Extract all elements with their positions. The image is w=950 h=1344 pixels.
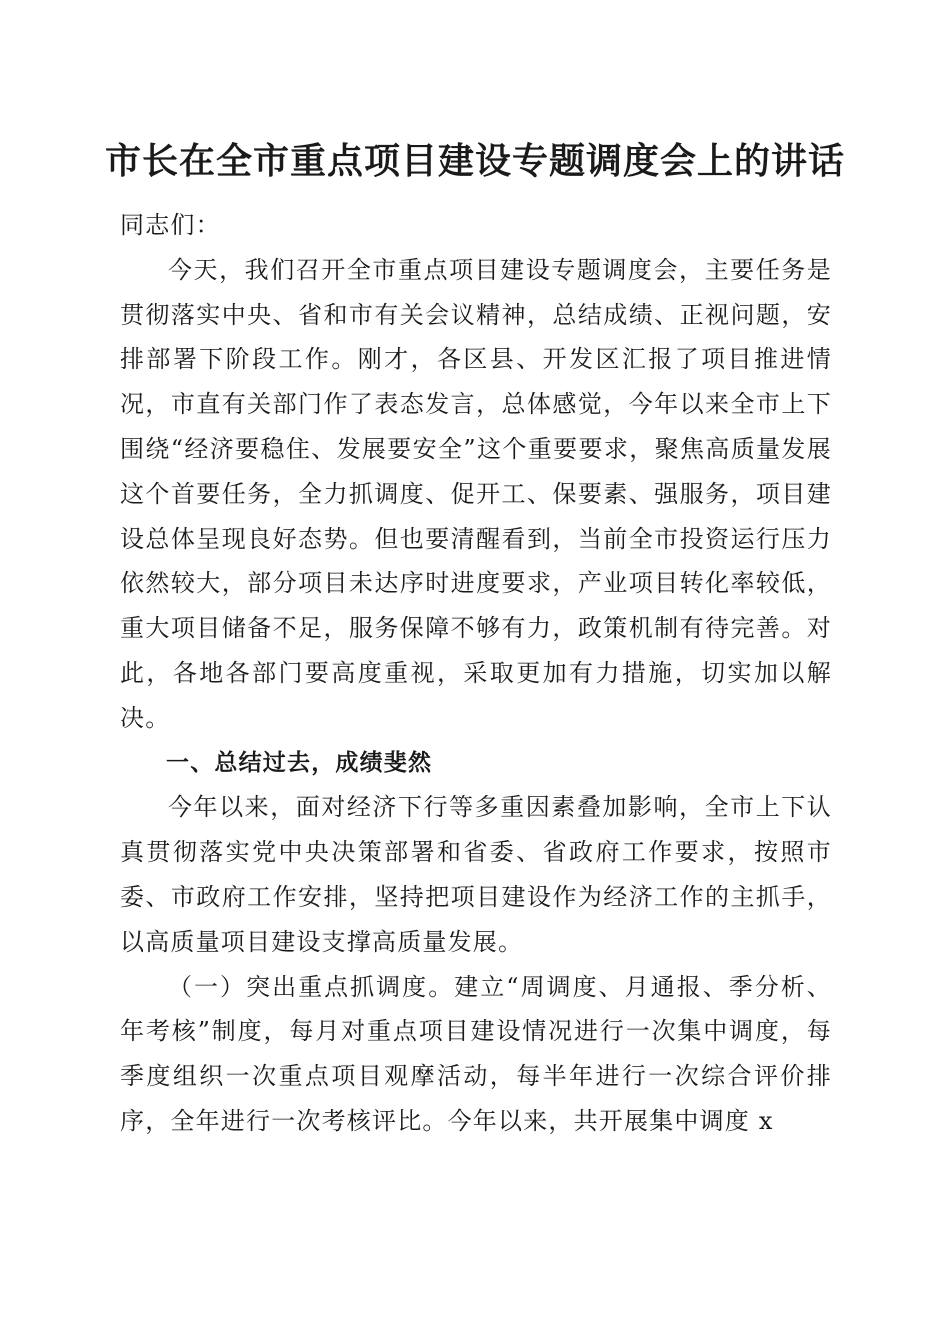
document-body [120,203,832,1144]
section1-intro-paragraph: 今年以来，面对经济下行等多重因素叠加影响，全市上下认真贯彻落实党中央决策部署和省委、省政府工作要求，按照市委、市政府工作安排，坚持把项目建设作为经济工作的主抓手，以高质量项目建设支撑高质量发展。 [120,793,832,956]
section-heading-1: 一、总结过去，成绩斐然 [166,749,433,776]
subsection-1-text: 建立“周调度、月通报、季分析、年考核”制度，每月对重点项目建设情况进行一次集中调度，每季度组织一次重点项目观摩活动，每半年进行一次综合评价排序，全年进行一次考核评比。今年以来，共开展集中调度 x [120,972,832,1135]
intro-paragraph: 今天，我们召开全市重点项目建设专题调度会，主要任务是贯彻落实中央、省和市有关会议精神，总结成绩、正视问题，安排部署下阶段工作。刚才，各区县、开发区汇报了项目推进情况，市直有关部门作了表态发言，总体感觉，今年以来全市上下围绕“经济要稳住、发展要安全”这个重要要求，聚焦高质量发展这个首要任务，全力抓调度、促开工、保要素、强服务，项目建设总体呈现良好态势。但也要清醒看到，当前全市投资运行压力依然较大，部分项目未达序时进度要求，产业项目转化率较低，重大项目储备不足，服务保障不够有力，政策机制有待完善。对此，各地各部门要高度重视，采取更加有力措施，切实加以解决。 [120,255,832,732]
subsection-1-label: （一）突出重点抓调度。 [168,972,455,1001]
subsection-1-paragraph [120,965,832,1144]
salutation: 同志们： [120,211,221,239]
document-title: 市长在全市重点项目建设专题调度会上的讲话 [104,140,845,182]
